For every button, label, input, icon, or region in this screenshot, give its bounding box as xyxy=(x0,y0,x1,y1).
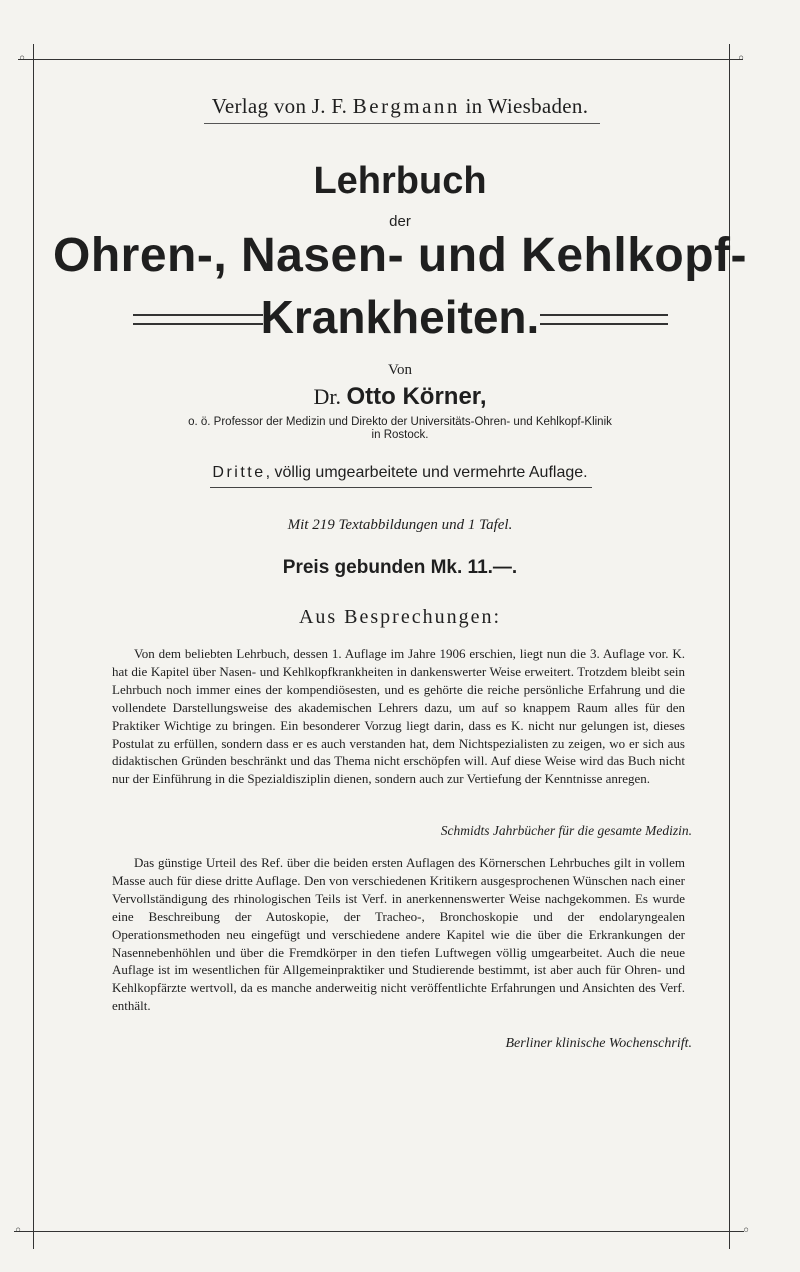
publisher-line xyxy=(0,94,800,119)
illustrations-note: Mit 219 Textabbildungen und 1 Tafel. xyxy=(287,517,513,533)
crop-mark-icon: ◦ xyxy=(737,51,746,67)
author-von: Von xyxy=(388,362,412,378)
affiliation-line-1: o. ö. Professor der Medizin und Direkto der Universitäts-Ohren- und Kehlkopf-Klinik xyxy=(188,416,612,428)
edition-line xyxy=(0,464,800,482)
price: Preis gebunden Mk. 11.—. xyxy=(282,557,518,578)
review-source-2: Berliner klinische Wochenschrift. xyxy=(505,1036,692,1051)
reviews-heading: Aus Besprechungen: xyxy=(298,606,502,628)
review-paragraph-1: Von dem beliebten Lehrbuch, dessen 1. Auflage im Jahre 1906 erschien, liegt nun die 3. Auflage vor. K. hat die Kapitel über Nasen- und Kehlkopfkrankheiten in dankenswerter Weise erweitert. Trotzdem bleibt sein Lehrbuch noch immer eines der kompendiösesten, und es gehörte die reiche persönliche Erfahrung und die vollendete Darstellungsweise des akademischen Lehrers dazu, um auf so knappem Raum alles für den Praktiker Wichtige zu bringen. Ein besonderer Vorzug liegt darin, dass es K. nicht nur gelungen ist, dieses Postulat zu erfüllen, sondern dass er es auch verstanden hat, dem Nichtspezialisten zu zeigen, wo er sich aus didaktischen Gründen beschränkt und das Thema nicht erschöpfen will. Auf diese Weise wird das Buch nicht nur der Einführung in die Spezialdisziplin dienen, sondern auch zur Vertiefung der Kenntnisse anregen. xyxy=(112,646,685,787)
review-paragraph-2: Das günstige Urteil des Ref. über die beiden ersten Auflagen des Körnerschen Lehrbuches gilt in vollem Masse auch für diese dritte Auflage. Den von verschiedenen Kritikern ausgesprochenen Wünschen nach einer Vervollständigung des rhinologischen Teils ist Verf. in anerkennenswerter Weise nachgekommen. Es wurde eine Beschreibung der Autoskopie, der Tracheo-, Bronchoskopie und der endolaryngealen Operationsmethoden neu eingefügt und verschiedene andere Kapitel wie die über die Erkrankungen der Nasennebenhöhlen und über die Fremdkörper in den tiefen Luftwegen völlig umgearbeitet. Auch die neue Auflage ist im wesentlichen für Allgemeinpraktiker und Studierende bestimmt, ist aber auch für Ohren- und Kehlkopfärzte wertvoll, da es manche anderweitig nicht veröffentlichte Erfahrungen und Ansichten des Verf. enthält. xyxy=(112,855,685,1014)
crop-mark-icon: ◦ xyxy=(14,1223,23,1239)
edition-first-word: Dritte xyxy=(212,464,266,481)
title-der: der xyxy=(389,213,411,230)
frame-top-rule xyxy=(18,59,743,60)
publisher-name: Bergmann xyxy=(352,94,460,118)
affiliation-line-2: in Rostock. xyxy=(371,429,429,441)
title-subject: Ohren-, Nasen- und Kehlkopf- xyxy=(52,229,747,282)
publisher-underline xyxy=(204,123,600,124)
author-line xyxy=(0,383,800,411)
title-krankheiten: Krankheiten. xyxy=(260,291,540,343)
publisher-suffix: in Wiesbaden. xyxy=(465,94,589,118)
author-prefix: Dr. xyxy=(313,384,341,409)
title-lehrbuch: Lehrbuch xyxy=(313,160,487,202)
edition-underline xyxy=(210,487,592,488)
title-right-double-rule xyxy=(540,314,668,325)
crop-mark-icon: ◦ xyxy=(742,1223,751,1239)
frame-bottom-rule xyxy=(14,1231,744,1232)
review-source-1: Schmidts Jahrbücher für die gesamte Medizin. xyxy=(440,823,692,838)
crop-mark-icon: ◦ xyxy=(18,51,27,67)
publisher-prefix: Verlag von J. F. xyxy=(211,94,348,118)
author-name: Otto Körner, xyxy=(346,383,487,410)
edition-rest: , völlig umgearbeitete und vermehrte Auflage. xyxy=(265,464,588,481)
author-affiliation xyxy=(0,416,800,442)
